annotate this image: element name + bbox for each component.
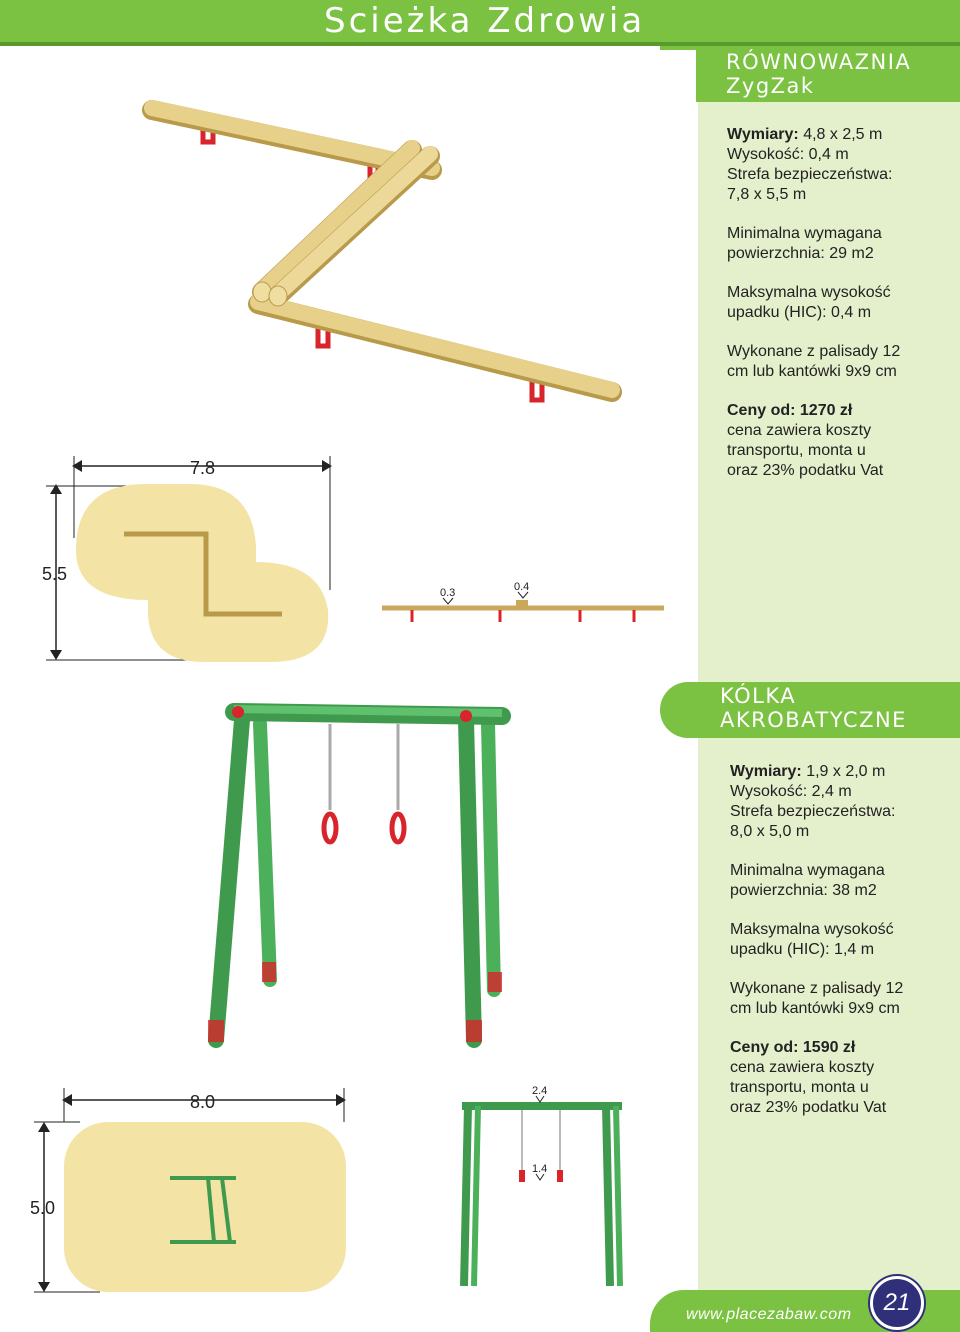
rings-plan-diagram xyxy=(20,1082,370,1300)
price-note-1: cena zawiera koszty xyxy=(730,1059,875,1076)
footer-url-link[interactable]: www.placezabaw.com xyxy=(686,1306,852,1323)
min-area-value: powierzchnia: 38 m2 xyxy=(730,882,877,899)
product-1-name: ZygZak xyxy=(726,74,815,98)
min-area-label: Minimalna wymagana xyxy=(730,862,885,879)
product-2-info xyxy=(730,762,955,1137)
dimensions-value: 4,8 x 2,5 m xyxy=(803,126,883,143)
price-text: Ceny od: 1590 zł xyxy=(730,1039,856,1056)
price-note-3: oraz 23% podatku Vat xyxy=(730,1099,887,1116)
price-note-3: oraz 23% podatku Vat xyxy=(727,462,884,479)
page-title: Scieżka Zdrowia xyxy=(324,1,646,41)
height-text: Wysokość: 2,4 m xyxy=(730,783,852,800)
dimensions-value: 1,9 x 2,0 m xyxy=(806,763,886,780)
product-2-category-2: AKROBATYCZNE xyxy=(720,708,907,732)
max-fall-label: Maksymalna wysokość xyxy=(727,284,891,301)
front-label-a: 2.4 xyxy=(532,1085,548,1097)
dimensions-label: Wymiary: xyxy=(727,126,799,143)
product-1-tab xyxy=(660,46,960,102)
price-note-2: transportu, monta u xyxy=(730,1079,869,1096)
height-text: Wysokość: 0,4 m xyxy=(727,146,849,163)
max-fall-label: Maksymalna wysokość xyxy=(730,921,894,938)
min-area-value: powierzchnia: 29 m2 xyxy=(727,245,874,262)
min-area-label: Minimalna wymagana xyxy=(727,225,882,242)
page-number-badge: 21 xyxy=(870,1276,924,1330)
material-text-2: cm lub kantówki 9x9 cm xyxy=(730,1000,900,1017)
price-note-2: transportu, monta u xyxy=(727,442,866,459)
plan-width-label: 8.0 xyxy=(190,1092,216,1112)
front-label-b: 1.4 xyxy=(532,1163,548,1175)
dimensions-label: Wymiary: xyxy=(730,763,802,780)
safety-zone-label: Strefa bezpieczeństwa: xyxy=(727,166,893,183)
safety-zone-value: 7,8 x 5,5 m xyxy=(727,186,807,203)
max-fall-value: upadku (HIC): 0,4 m xyxy=(727,304,872,321)
zigzag-side-diagram xyxy=(370,570,670,630)
side-label-b: 0.4 xyxy=(514,581,530,593)
material-text: Wykonane z palisady 12 xyxy=(730,980,904,997)
product-1-info xyxy=(727,125,952,500)
material-text-2: cm lub kantówki 9x9 cm xyxy=(727,363,897,380)
plan-height-label: 5.0 xyxy=(30,1198,56,1218)
material-text: Wykonane z palisady 12 xyxy=(727,343,901,360)
plan-height-label: 5.5 xyxy=(42,564,68,584)
product-2-category-1: KÓLKA xyxy=(720,684,797,708)
rings-front-diagram xyxy=(440,1080,640,1292)
side-label-a: 0.3 xyxy=(440,587,456,599)
zigzag-plan-diagram xyxy=(20,450,370,678)
page-header xyxy=(0,0,960,46)
plan-width-label: 7.8 xyxy=(190,458,216,478)
safety-zone-value: 8,0 x 5,0 m xyxy=(730,823,810,840)
product-2-tab xyxy=(660,682,960,738)
safety-zone-label: Strefa bezpieczeństwa: xyxy=(730,803,896,820)
zigzag-beam-image xyxy=(20,50,696,450)
price-note-1: cena zawiera koszty xyxy=(727,422,872,439)
product-1-category: RÓWNOWAZNIA xyxy=(726,50,912,74)
max-fall-value: upadku (HIC): 1,4 m xyxy=(730,941,875,958)
rings-frame-image xyxy=(190,690,540,1080)
price-text: Ceny od: 1270 zł xyxy=(727,402,853,419)
